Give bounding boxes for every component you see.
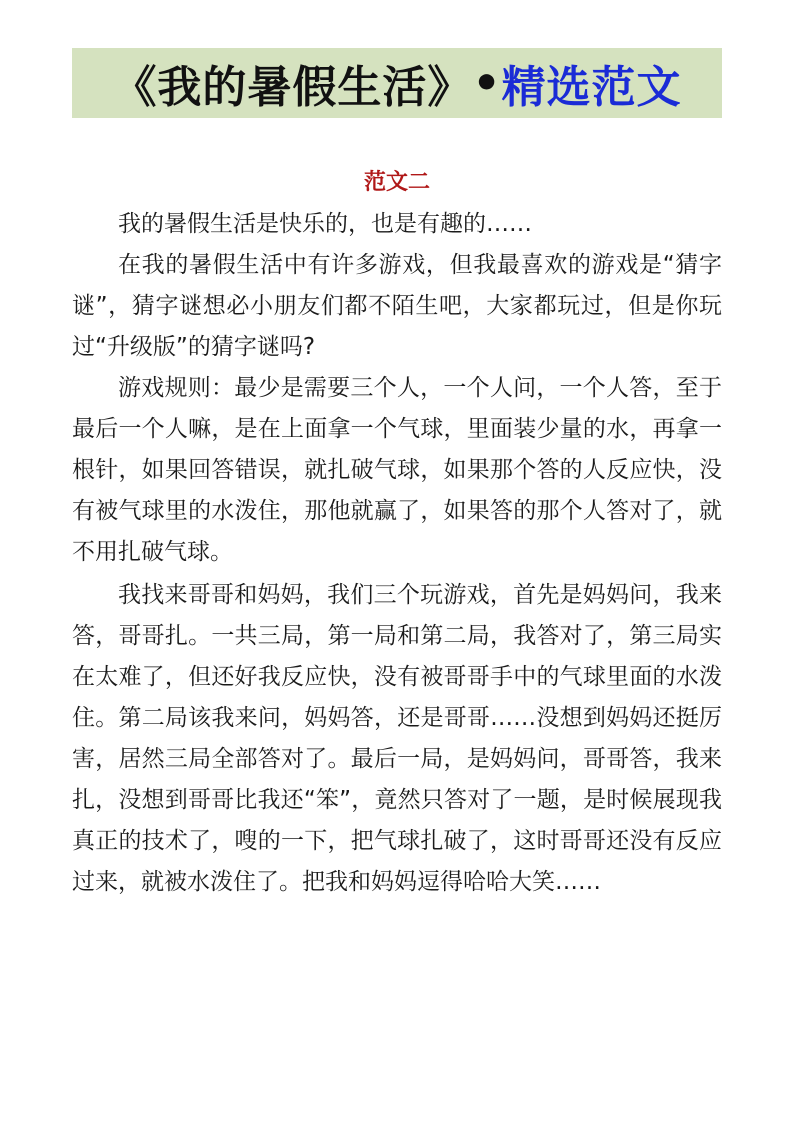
essay-heading: 范文二 [363, 170, 430, 195]
title-banner [72, 48, 722, 118]
paragraph-game-story: 我找来哥哥和妈妈，我们三个玩游戏，首先是妈妈问，我来答，哥哥扎。一共三局，第一局和第二局，我答对了，第三局实在太难了，但还好我反应快，没有被哥哥手中的气球里面的水泼住。第二局该我来问，妈妈答，还是哥哥……没想到妈妈还挺厉害，居然三局全部答对了。最后一局，是妈妈问，哥哥答，我来扎，没想到哥哥比我还“笨”，竟然只答对了一题，是时候展现我真正的技术了，嗖的一下，把气球扎破了，这时哥哥还没有反应过来，就被水泼住了。把我和妈妈逗得哈哈大笑…… [72, 582, 722, 895]
page-title: 《我的暑假生活》 [112, 62, 473, 113]
title-separator: • [472, 57, 502, 109]
paragraph-favorite-game: 在我的暑假生活中有许多游戏，但我最喜欢的游戏是“猜字谜”，猜字谜想必小朋友们都不陌生吧，大家都玩过，但是你玩过“升级版”的猜字谜吗? [72, 252, 722, 360]
paragraph-game-rules: 游戏规则：最少是需要三个人，一个人问，一个人答，至于最后一个人嘛，是在上面拿一个气球，里面装少量的水，再拿一根针，如果回答错误，就扎破气球，如果那个答的人反应快，没有被气球里的水泼住，那他就赢了，如果答的那个人答对了，就不用扎破气球。 [72, 375, 722, 565]
page-title-accent: 精选范文 [501, 62, 682, 113]
essay-body [72, 162, 722, 903]
paragraph-intro: 我的暑假生活是快乐的，也是有趣的…… [118, 211, 532, 237]
